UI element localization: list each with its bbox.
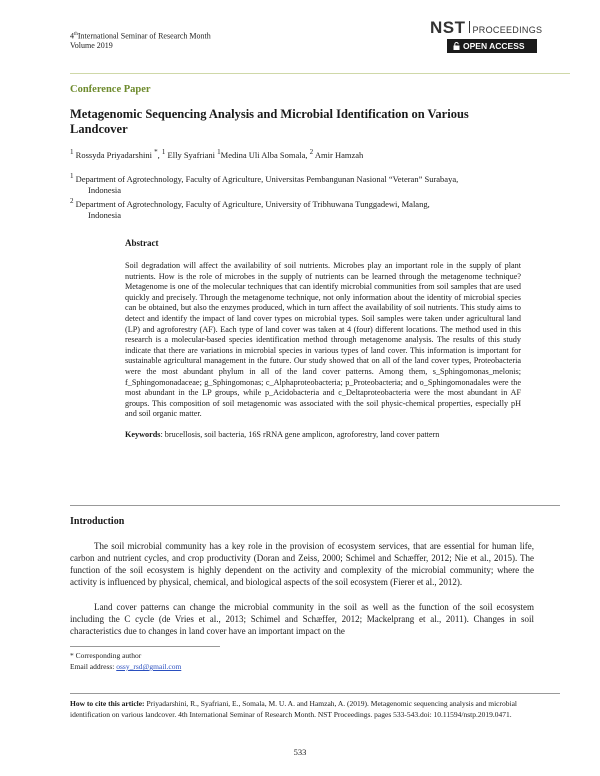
logo-proceedings: PROCEEDINGS [472,25,543,35]
intro-paragraph-1: The soil microbial community has a key role in the provision of ecosystem services, that are essential for human life, carbon and nutrient cycles, and crop productivity (Doran and Zeiss, 2000; Schimel and Schæffer, 2012; Nie et al., 2015). The function of the soil ecosystem is highly dependent on the activity and complexity of the microbial community; where the activity is influenced by physical, chemical, and biological aspects of the soil ecosystem (Fierer et al., 2012). [70,541,534,587]
affiliation-2-number: 2 [70,197,74,205]
citation-text: Priyadarshini, R., Syafriani, E., Somala, M. U. A. and Hamzah, A. (2019). Metagenomic sequencing analysis and microbial identification on various landcover. 4th International Seminar of Research Month. NST Proceedings. pages 533-543.doi: 10.11594/nstp.2019.0471. [70,699,517,719]
affiliation-1-line-2: Indonesia [88,184,122,195]
citation-label: How to cite this article: [70,699,145,708]
author-list: $^1$ Rossyda Priyadarshini *, $^1$ Elly Syafriani $^1$Medina Uli Alba Somala, $^2$ Amir Hamzah [70,148,364,160]
intro-paragraph-2: Land cover patterns can change the microbial community in the soil as well as the function of the soil ecosystem including the C cycle (de Vries et al., 2013; Schimel and Schæffer, 2012; Mackelprang et al., 2011). Changes in soil characteristics due to changes in land cover have an important impact on the [70,602,534,636]
abstract-text: Soil degradation will affect the availability of soil nutrients. Microbes play an important role in the supply of plant nutrients. How is the role of microbes in the supply of nutrients can be learned through the metagenome technique? Metagenome is one of the molecular techniques that can identify microbial communities from soil samples that are used quickly and precisely. Through the metagenome technique, not only information about the identity of microbial species can be obtained, but also the enzymes produced, which in turn affect the availability of soil nutrients. This study aims to detect and identify the impact of land cover types on microbial types. Soil samples were taken under agricultural land (LP) and agroforestry (AF). Each type of land cover was taken at 4 (four) different locations. The method used in this research is a molecular-based species identification method through metagenome analysis. The results of this study indicate that there are variations in microbial species in various types of land cover. This information is important for sustainable agricultural management in the future. Our study showed that on all of the land cover types, Proteobacteria were the most abundant phylum in all of the land cover patterns. Among them, s_Sphingomonas_melonis; f_Sphingomonadaceae; g_Sphingomonas; c_Alphaproteobacteria; p_Proteobacteria; and o_Sphingomonadales were the most abundant in the LP groups, while p_Acidobacteria and c_Deltaproteobacteria were the most abundant in AF groups. This composition of soil metagenomic was associated with the soil physic-chemical properties, especially pH and soil organic matter. [125,261,521,419]
email-label: Email address: [70,662,117,671]
email-link[interactable]: ossy_rsd@gmail.com [116,662,182,671]
abstract-heading: Abstract [125,238,159,248]
email-line [70,662,181,671]
article-type: Conference Paper [70,84,151,95]
abstract-divider [70,505,560,506]
author-1-affil: 1 [70,148,74,156]
affiliation-1-number: 1 [70,172,74,180]
author-2-affil: 1 [161,148,166,156]
author-1: Rossyda Priyadarshini [75,149,152,160]
author-3: Medina Uli Alba Somala [220,149,306,160]
footnote-divider [70,646,220,647]
conference-title: International Seminar of Research Month [77,31,211,41]
keywords-label: Keywords [125,429,161,439]
abstract-section [125,238,521,439]
affiliation-2-line-2: Indonesia [88,209,122,220]
open-access-label: OPEN ACCESS [463,41,525,51]
publisher-logo [430,18,570,53]
citation-divider [70,693,560,694]
unlock-icon [453,42,460,50]
page-number: 533 [293,747,307,757]
author-4-affil: 2 [309,148,314,156]
open-access-badge [447,39,537,53]
author-2: Elly Syafriani [167,149,215,160]
affiliation-2-line-1: Department of Agrotechnology, Faculty of Agriculture, University of Tribhuwana Tunggadewi, Malang, [75,198,430,209]
logo-nst: NST [430,18,466,37]
keywords [125,430,521,439]
corresponding-note: * Corresponding author [70,651,142,660]
introduction-heading: Introduction [70,516,125,527]
article-title: Metagenomic Sequencing Analysis and Microbial Identification on Various Landcover [70,107,469,136]
author-4: Amir Hamzah [314,149,364,160]
keywords-list: : brucellosis, soil bacteria, 16S rRNA gene amplicon, agroforestry, land cover pattern [160,429,440,439]
citation [70,698,534,720]
author-3-affil: 1 [217,148,221,156]
conference-name [70,30,211,42]
header-divider [70,73,570,74]
conference-number: 4 [70,31,74,41]
corresponding-mark: * [154,148,158,156]
affiliation-2 [70,196,540,221]
volume: Volume 2019 [70,41,113,50]
affiliation-1-line-1: Department of Agrotechnology, Faculty of Agriculture, Universitas Pembangunan Nasional “Veteran” Surabaya, [75,173,459,184]
affiliation-1 [70,171,540,196]
conference-ordinal: th [74,32,78,37]
